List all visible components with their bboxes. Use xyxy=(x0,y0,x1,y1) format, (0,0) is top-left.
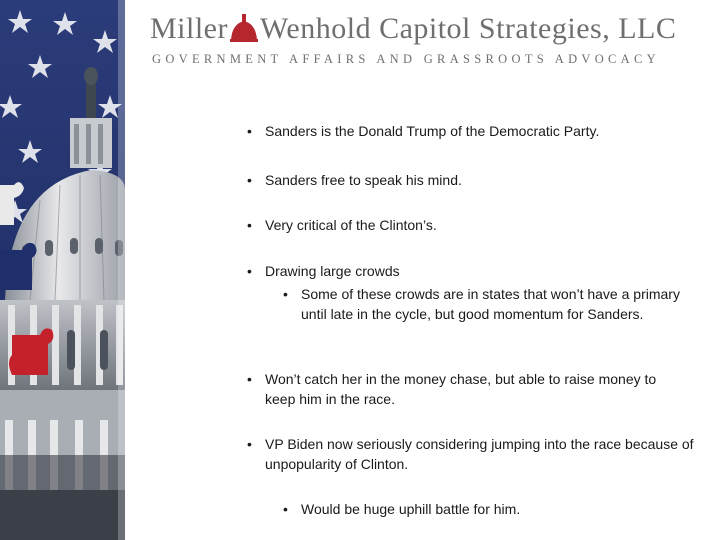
bullet-item xyxy=(247,122,695,142)
bullet-symbol: • xyxy=(247,436,252,452)
bullet-item xyxy=(247,370,685,409)
company-tagline: GOVERNMENT AFFAIRS AND GRASSROOTS ADVOCACY xyxy=(152,52,660,66)
bullet-text: Drawing large crowds xyxy=(265,263,400,279)
bullet-text: Would be huge uphill battle for him. xyxy=(301,501,521,517)
sub-bullet-item xyxy=(283,285,701,324)
bullet-text: Very critical of the Clinton’s. xyxy=(265,217,437,233)
bullet-item xyxy=(247,216,695,236)
bullet-symbol: • xyxy=(247,371,252,387)
bullet-item xyxy=(247,171,695,191)
sub-bullet-item xyxy=(283,500,701,520)
bullet-symbol: • xyxy=(247,123,252,139)
company-name-left: Miller xyxy=(150,12,228,45)
bullet-text: Sanders is the Donald Trump of the Democratic Party. xyxy=(265,123,600,139)
bullet-symbol: • xyxy=(247,217,252,233)
bullet-text: VP Biden now seriously considering jumping into the race because of unpopularity of Clinton. xyxy=(265,436,694,472)
bullet-symbol: • xyxy=(247,263,252,279)
bullet-text: Won’t catch her in the money chase, but able to raise money to keep him in the race. xyxy=(265,371,657,407)
bullet-item xyxy=(247,435,695,474)
bullet-item xyxy=(247,262,695,282)
bullet-symbol: • xyxy=(283,286,288,302)
bullet-text: Some of these crowds are in states that won’t have a primary until late in the cycle, but good momentum for Sanders. xyxy=(301,286,680,322)
company-name-right: Wenhold Capitol Strategies, LLC xyxy=(260,12,677,45)
bullet-text: Sanders free to speak his mind. xyxy=(265,172,462,188)
bullet-symbol: • xyxy=(247,172,252,188)
bullet-symbol: • xyxy=(283,501,288,517)
